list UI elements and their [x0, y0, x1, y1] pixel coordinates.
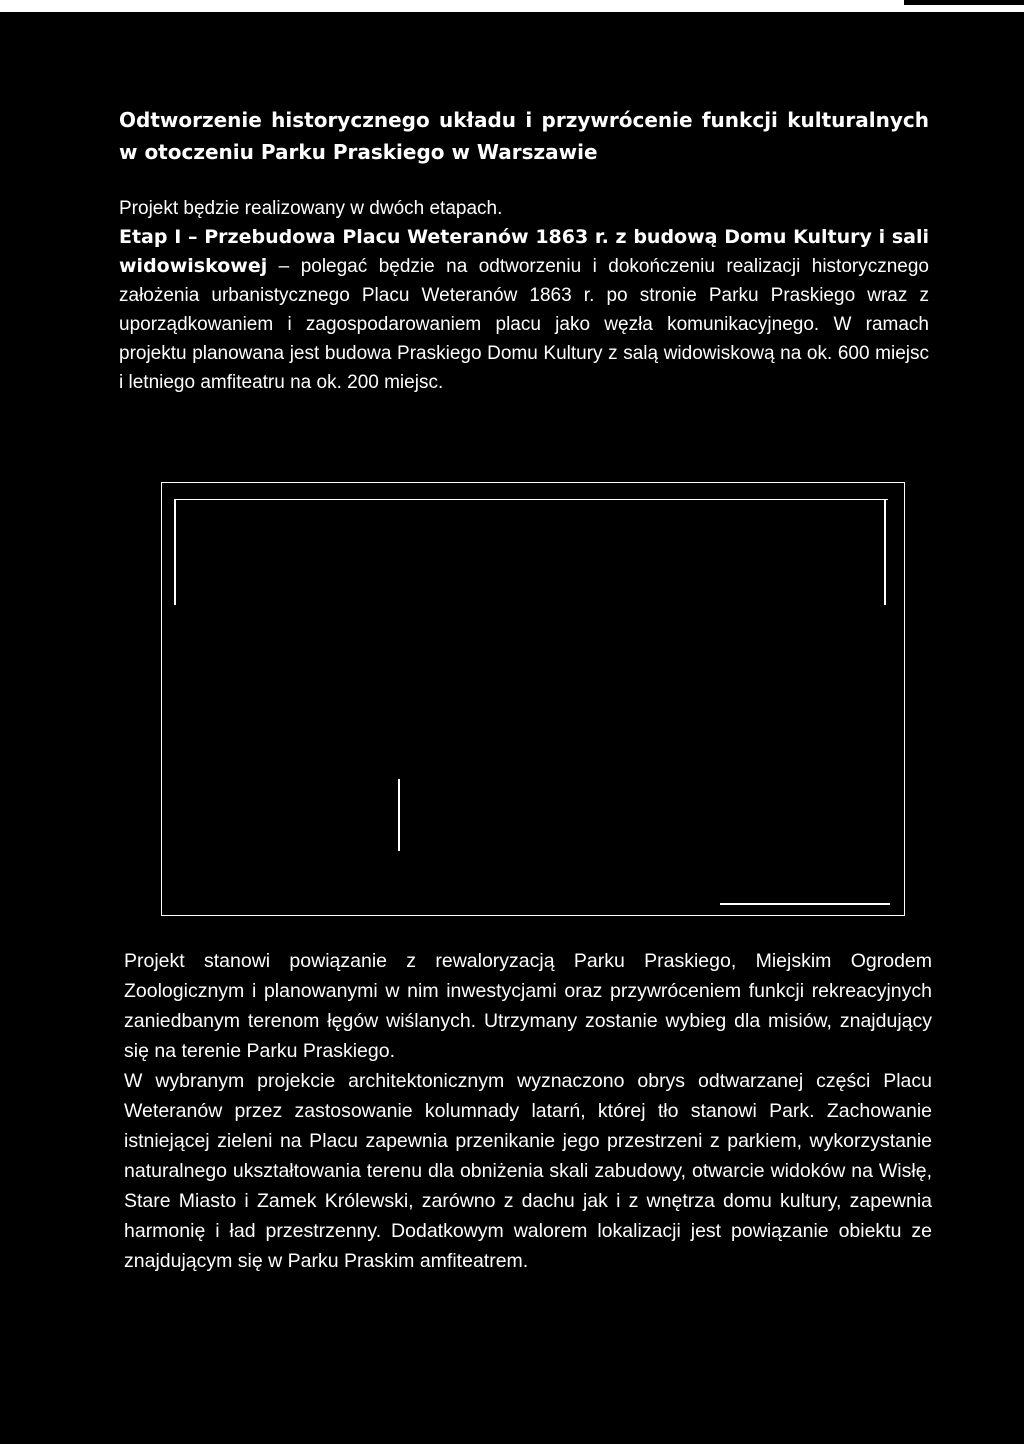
- image-bottom-artifact: [720, 903, 890, 905]
- paragraph-2: Projekt stanowi powiązanie z rewaloryzacją Parku Praskiego, Miejskim Ogrodem Zoologicznym i planowanymi w nim inwestycjami oraz przywróceniem funkcji rekreacyjnych zaniedbanym terenom łęgów wiślanych. Utrzymany zostanie wybieg dla misiów, znajdujący się na terenie Parku Praskiego.: [124, 950, 932, 1062]
- stage-paragraph: [119, 223, 929, 397]
- frame-left-edge: [174, 499, 176, 605]
- image-placeholder-frame: [161, 482, 905, 916]
- intro-paragraph: Projekt będzie realizowany w dwóch etapach.: [119, 198, 503, 219]
- image-inner-frame: [174, 499, 888, 907]
- stage-description: – polegać będzie na odtworzeniu i dokończeniu realizacji historycznego założenia urbanistycznego Placu Weteranów 1863 r. po stronie Parku Praskiego wraz z uporządkowaniem i zagospodarowaniem placu jako węzła komunikacyjnego. W ramach projektu planowana jest budowa Praskiego Domu Kultury z salą widowiskową na ok. 600 miejsc i letniego amfiteatru na ok. 200 miejsc.: [119, 256, 929, 393]
- stage-label: Etap I – Przebudowa Placu Weteranów 1863 r. z budową Domu Kultury i sali widowiskowej: [119, 226, 929, 277]
- scan-top-edge: [0, 0, 1024, 12]
- paragraph-3: W wybranym projekcie architektonicznym wyznaczono obrys odtwarzanej części Placu Weteranów przez zastosowanie kolumnady latarń, której tło stanowi Park. Zachowanie istniejącej zieleni na Placu zapewnia przenikanie jego przestrzeni z parkiem, wykorzystanie naturalnego ukształtowania terenu dla obniżenia skali zabudowy, otwarcie widoków na Wisłę, Stare Miasto i Zamek Królewski, zarówno z dachu jak i z wnętrza domu kultury, zapewnia harmonię i ład przestrzenny. Dodatkowym walorem lokalizacji jest powiązanie obiektu ze znajdującym się w Parku Praskim amfiteatrem.: [124, 1070, 932, 1272]
- image-artifact-line: [398, 779, 400, 851]
- frame-right-edge: [884, 499, 886, 605]
- document-lower-section: [124, 946, 932, 1276]
- document-upper-section: [119, 104, 929, 397]
- document-title: Odtworzenie historycznego układu i przywrócenie funkcji kulturalnych w otoczeniu Parku Praskiego w Warszawie: [119, 108, 929, 164]
